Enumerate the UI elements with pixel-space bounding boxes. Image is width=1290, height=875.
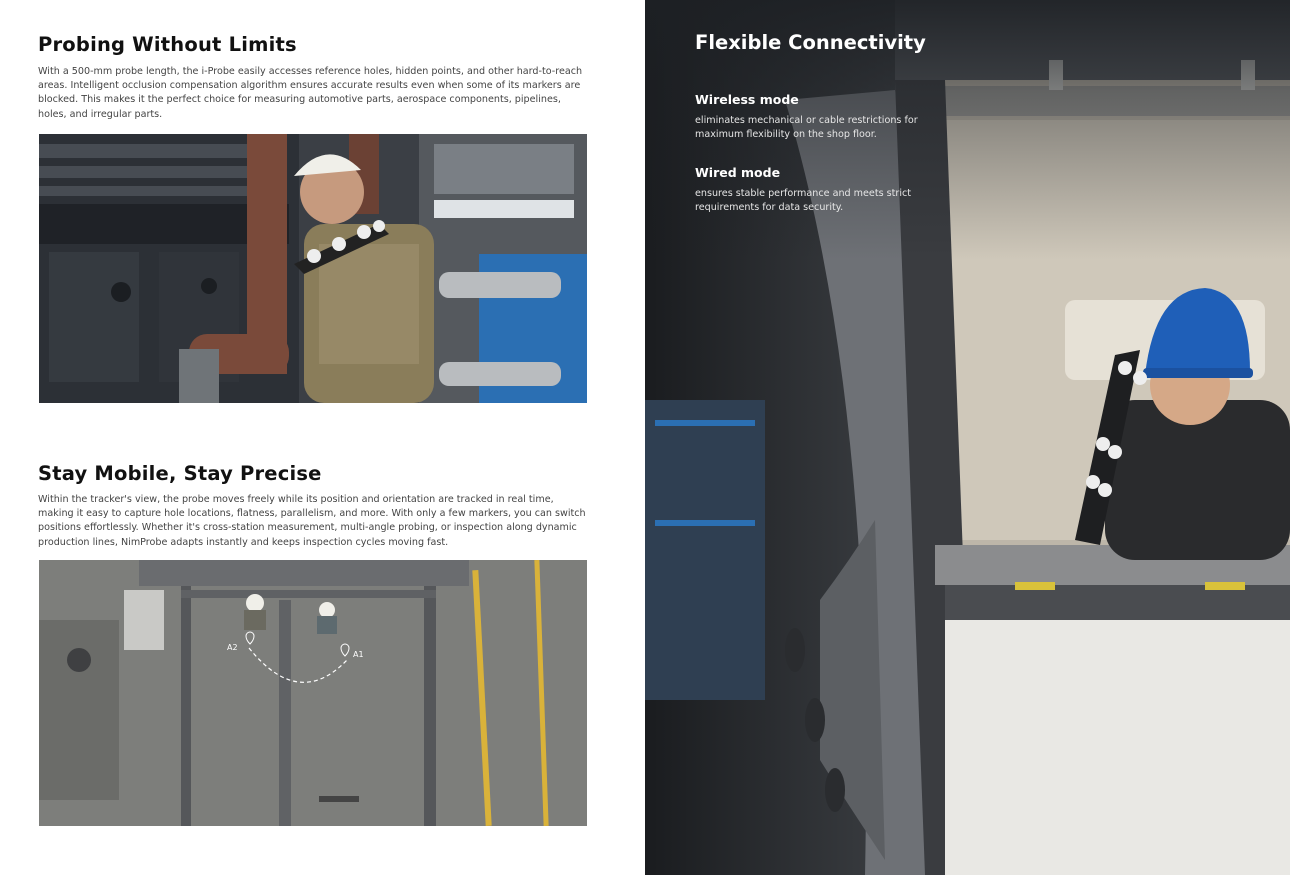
section-title-probing: Probing Without Limits <box>38 33 297 56</box>
mode-title-wired: Wired mode <box>695 165 781 180</box>
section-body-probing: With a 500-mm probe length, the i-Probe easily accesses reference holes, hidden points, and other hard-to-reach areas. Intelligent occlusion compensation algorithm ensures accurate results even when some of its markers are blocked. This makes it the perfect choice for measuring automotive parts, aerospace components, pipelines, holes, and irregular parts. <box>38 66 583 120</box>
mode-body-wired: ensures stable performance and meets strict requirements for data security. <box>695 188 912 214</box>
section-body-mobile: Within the tracker's view, the probe moves freely while its position and orientation are tracked in real time, making it easy to capture hole locations, flatness, parallelism, and more. With only a few markers, you can switch positions effortlessly. Whether it's cross-station measurement, multi-angle probing, or inspection along dynamic production lines, NimProbe adapts instantly and keeps inspection cycles moving fast. <box>38 494 586 548</box>
section-title-mobile: Stay Mobile, Stay Precise <box>38 462 322 485</box>
photo-overhead-workshop <box>39 560 587 826</box>
mode-title-wireless: Wireless mode <box>695 92 799 107</box>
photo-worker-probing-pipes <box>39 134 587 403</box>
right-panel <box>645 0 1290 875</box>
connectivity-title: Flexible Connectivity <box>695 31 926 54</box>
point-label-a1: A1 <box>353 650 364 659</box>
mode-body-wireless: eliminates mechanical or cable restrictions for maximum flexibility on the shop floor. <box>695 115 918 141</box>
point-label-a2: A2 <box>227 643 238 652</box>
